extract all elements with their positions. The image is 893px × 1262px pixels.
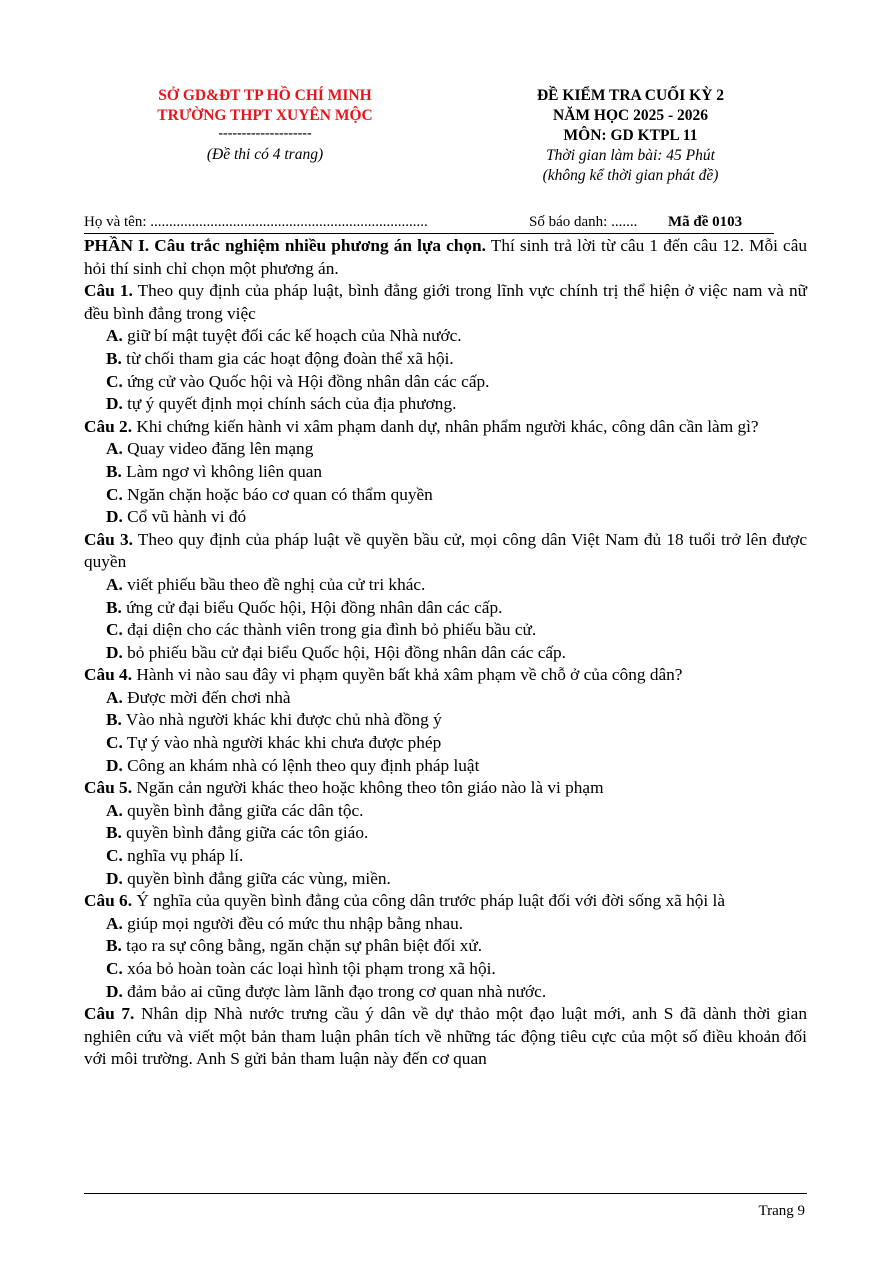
option-key: D.: [106, 981, 123, 1001]
answer-option: [84, 438, 807, 461]
answer-option: [84, 619, 807, 642]
answer-option: [84, 461, 807, 484]
option-key: C.: [106, 484, 123, 504]
question: [84, 416, 807, 529]
question-label: Câu 2.: [84, 416, 133, 436]
answer-option: [84, 868, 807, 891]
answer-option: [84, 800, 807, 823]
option-key: B.: [106, 348, 122, 368]
option-text: Làm ngơ vì không liên quan: [121, 461, 323, 481]
question: [84, 664, 807, 777]
part1-heading: [84, 235, 807, 280]
school-year: NĂM HỌC 2025 - 2026: [553, 107, 708, 124]
answer-option: [84, 845, 807, 868]
question-text: Khi chứng kiến hành vi xâm phạm danh dự, nhân phẩm người khác, công dân cần làm gì?: [132, 416, 759, 436]
exam-title: ĐỀ KIỂM TRA CUỐI KỲ 2: [536, 87, 725, 104]
answer-option: [84, 755, 807, 778]
option-key: A.: [106, 800, 123, 820]
question-text: Ý nghĩa của quyền bình đẳng của công dân trước pháp luật đối với đời sống xã hội là: [132, 891, 726, 911]
option-key: B.: [106, 936, 122, 956]
question-text: Ngăn cản người khác theo hoặc không theo tôn giáo nào là vi phạm: [132, 778, 604, 798]
header-left: [130, 86, 400, 165]
option-text: từ chối tham gia các hoạt động đoàn thể xã hội.: [121, 348, 454, 368]
answer-option: [84, 371, 807, 394]
school-name: TRƯỜNG THPT XUYÊN MỘC: [157, 107, 373, 124]
option-text: Quay video đăng lên mạng: [122, 439, 314, 459]
department-name: SỞ GD&ĐT TP HỒ CHÍ MINH: [158, 87, 372, 104]
question: [84, 529, 807, 665]
answer-option: [84, 574, 807, 597]
option-text: viết phiếu bầu theo đề nghị của cử tri khác.: [122, 574, 426, 594]
option-text: Tự ý vào nhà người khác khi chưa được phép: [122, 733, 442, 753]
question: [84, 1003, 807, 1071]
answer-option: [84, 393, 807, 416]
question: [84, 777, 807, 890]
option-text: đại diện cho các thành viên trong gia đình bỏ phiếu bầu cử.: [122, 620, 537, 640]
option-text: Được mời đến chơi nhà: [122, 687, 291, 707]
question-stem: [84, 280, 807, 325]
answer-option: [84, 822, 807, 845]
answer-option: [84, 935, 807, 958]
option-text: đảm bảo ai cũng được làm lãnh đạo trong cơ quan nhà nước.: [122, 981, 547, 1001]
header-dashes: --------------------: [218, 126, 312, 141]
question-label: Câu 4.: [84, 665, 133, 685]
option-key: B.: [106, 597, 122, 617]
answer-option: [84, 348, 807, 371]
option-key: C.: [106, 371, 123, 391]
option-key: D.: [106, 868, 123, 888]
question-stem: [84, 416, 807, 439]
option-text: giữ bí mật tuyệt đối các kế hoạch của Nhà nước.: [122, 326, 462, 346]
question-label: Câu 5.: [84, 778, 133, 798]
answer-option: [84, 325, 807, 348]
question-label: Câu 3.: [84, 529, 133, 549]
option-key: A.: [106, 687, 123, 707]
option-text: Vào nhà người khác khi được chủ nhà đồng ý: [121, 710, 442, 730]
footer-rule: [84, 1193, 807, 1194]
option-text: Cổ vũ hành vi đó: [122, 507, 247, 527]
question-stem: [84, 890, 807, 913]
option-text: quyền bình đẳng giữa các vùng, miền.: [122, 868, 391, 888]
candidate-number-field: Số báo danh: .......: [529, 214, 638, 230]
exam-content: [84, 235, 807, 1071]
answer-option: [84, 642, 807, 665]
option-key: A.: [106, 439, 123, 459]
subject: MÔN: GD KTPL 11: [563, 127, 698, 144]
answer-option: [84, 709, 807, 732]
question-text: Nhân dịp Nhà nước trưng cầu ý dân về dự thảo một đạo luật mới, anh S đã dành thời gian nghiên cứu và viết một bản tham luận phân tích về những tác động tiêu cực của một số điều khoản đối với môi trường. Anh S gửi bản tham luận này đến cơ quan: [84, 1004, 807, 1069]
option-key: D.: [106, 394, 123, 414]
option-key: C.: [106, 846, 123, 866]
option-text: bỏ phiếu bầu cử đại biểu Quốc hội, Hội đồng nhân dân các cấp.: [122, 642, 566, 662]
question-label: Câu 7.: [84, 1004, 135, 1024]
option-key: D.: [106, 642, 123, 662]
answer-option: [84, 687, 807, 710]
option-key: C.: [106, 733, 123, 753]
option-key: C.: [106, 959, 123, 978]
time-note: (không kể thời gian phát đề): [542, 167, 719, 184]
question-stem: [84, 529, 807, 574]
option-text: nghĩa vụ pháp lí.: [122, 846, 244, 866]
time-limit: Thời gian làm bài: 45 Phút: [546, 147, 715, 164]
option-text: tự ý quyết định mọi chính sách của địa phương.: [122, 394, 457, 414]
question-text: Theo quy định của pháp luật về quyền bầu cử, mọi công dân Việt Nam đủ 18 tuổi trở lên được quyền: [84, 529, 807, 572]
part1-instruction: Thí sinh trả lời từ câu 1 đến câu 12. Mỗi câu hỏi thí sinh chỉ chọn một phương án.: [84, 236, 808, 278]
answer-option: [84, 484, 807, 507]
answer-option: [84, 506, 807, 529]
answer-option: [84, 958, 807, 981]
option-text: ứng cử vào Quốc hội và Hội đồng nhân dân các cấp.: [122, 371, 490, 391]
question-label: Câu 1.: [84, 281, 133, 301]
exam-code: Mã đề 0103: [668, 214, 743, 230]
student-name-field: Họ và tên: ..........................................................................: [84, 214, 428, 230]
question-text: Theo quy định của pháp luật, bình đẳng giới trong lĩnh vực chính trị thể hiện ở việc nam và nữ đều bình đẳng trong việc: [84, 281, 808, 323]
option-text: xóa bỏ hoàn toàn các loại hình tội phạm trong xã hội.: [122, 959, 496, 978]
option-key: B.: [106, 710, 122, 730]
question-stem: [84, 664, 807, 687]
option-text: quyền bình đẳng giữa các dân tộc.: [122, 800, 364, 820]
question: [84, 280, 807, 416]
option-key: D.: [106, 755, 123, 775]
option-key: A.: [106, 574, 123, 594]
option-text: ứng cử đại biểu Quốc hội, Hội đồng nhân dân các cấp.: [121, 597, 503, 617]
answer-option: [84, 597, 807, 620]
page-count-note: (Đề thi có 4 trang): [206, 146, 324, 163]
answer-option: [84, 981, 807, 1004]
question-stem: [84, 777, 807, 800]
option-key: D.: [106, 507, 123, 527]
student-id-line: [84, 211, 774, 234]
answer-option: [84, 732, 807, 755]
option-key: B.: [106, 823, 122, 843]
option-key: C.: [106, 620, 123, 640]
question-text: Hành vi nào sau đây vi phạm quyền bất khả xâm phạm về chỗ ở của công dân?: [132, 665, 683, 685]
question-label: Câu 6.: [84, 891, 133, 911]
option-text: Ngăn chặn hoặc báo cơ quan có thẩm quyền: [122, 484, 433, 504]
page-number: Trang 9: [758, 1203, 805, 1219]
option-key: A.: [106, 326, 123, 346]
option-text: Công an khám nhà có lệnh theo quy định pháp luật: [122, 755, 480, 775]
question: [84, 890, 807, 1003]
option-text: giúp mọi người đều có mức thu nhập bằng nhau.: [122, 913, 464, 933]
question-stem: [84, 1003, 807, 1071]
option-key: B.: [106, 461, 122, 481]
answer-option: [84, 913, 807, 936]
option-key: A.: [106, 913, 123, 933]
header-right: [498, 86, 763, 186]
option-text: tạo ra sự công bằng, ngăn chặn sự phân biệt đối xử.: [121, 936, 483, 956]
option-text: quyền bình đẳng giữa các tôn giáo.: [121, 823, 369, 843]
part1-title: PHẦN I. Câu trắc nghiệm nhiều phương án lựa chọn.: [84, 236, 486, 255]
